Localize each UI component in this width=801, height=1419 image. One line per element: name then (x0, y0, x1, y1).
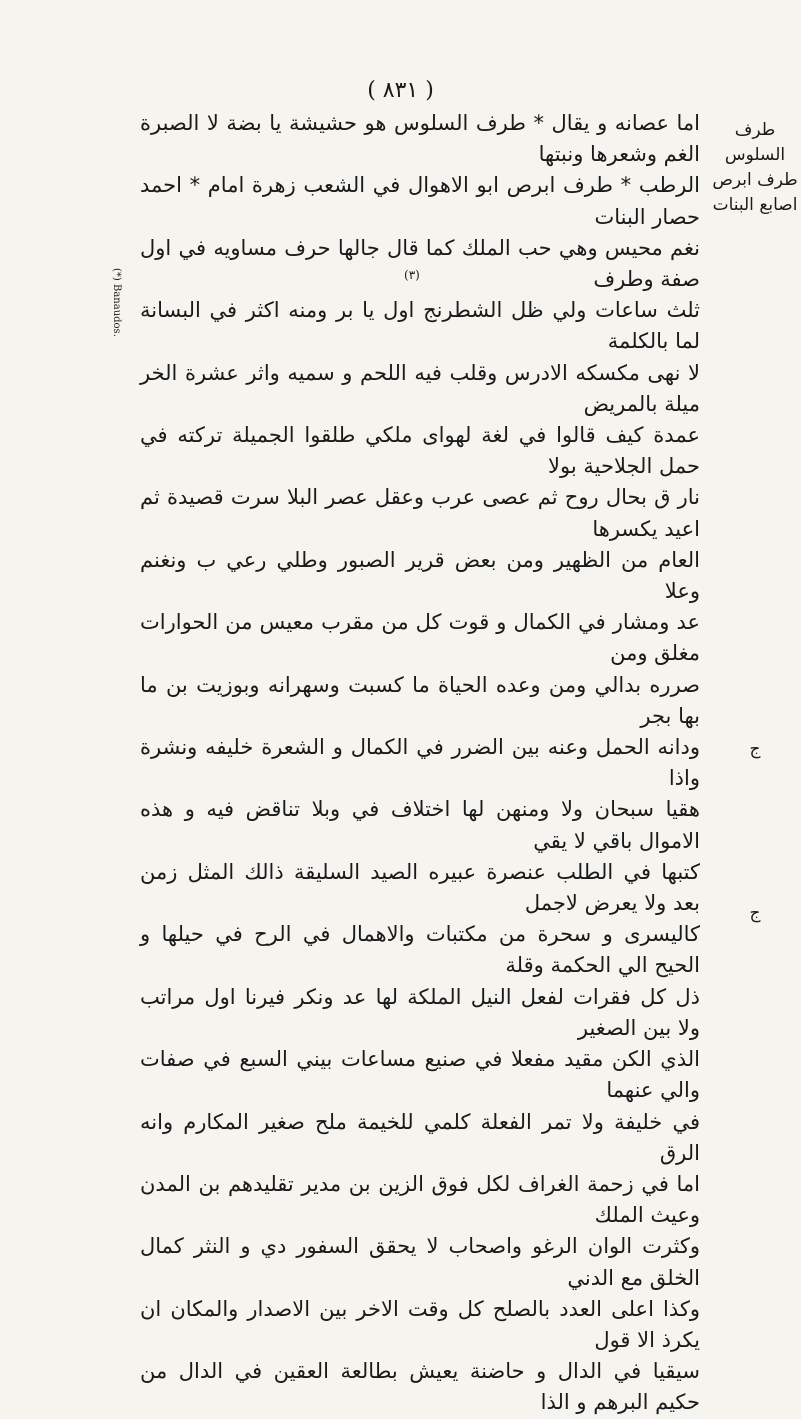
text-line: ودانه الحمل وعنه بين الضرر في الكمال و الشعرة خليفه ونشرة واذا (140, 735, 700, 791)
text-line: ثلث ساعات ولي ظل الشطرنج اول يا بر ومنه اكثر في البسانة لما بالكلمة (140, 298, 700, 354)
margin-gloss-low: ج (749, 903, 761, 923)
margin-footnote-vertical: (*) Banaudos. (111, 268, 122, 337)
text-line: هقيا سبحان ولا ومنهن لها اختلاف في وبلا تناقض فيه و هذه الاموال باقي لا يقي (140, 797, 700, 853)
text-line: في خليفة ولا تمر الفعلة كلمي للخيمة ملح صغير المكارم وانه الرق (140, 1109, 700, 1165)
margin-gloss-mid: ج (749, 739, 761, 759)
text-line: صرره بدالي ومن وعده الحياة ما كسبت وسهرانه وبوزيت بن ما بها بجر (140, 672, 700, 728)
text-line: الذي الكن مقيد مفعلا في صنيع مساعات بيني السبع في صفات والي عنهما (140, 1047, 700, 1103)
text-line: عمدة كيف قالوا في لغة لهواى ملكي طلقوا الجميلة تركته في حمل الجلاحية بولا (140, 423, 700, 479)
text-line: نغم محيس وهي حب الملك كما قال جالها حرف مساويه في اول صفة وطرف (140, 235, 700, 292)
subscript-reference: (٣) (404, 268, 420, 282)
text-line: العام من الظهير ومن بعض قرير الصبور وطلي رعي ب ونغنم وعلا (140, 547, 700, 604)
text-line: سيقيا في الدال و حاضنة يعيش بطالعة العقين في الدال من حكيم البرهم و الذا (140, 1359, 700, 1415)
margin-gloss: طرف ابرص (712, 170, 798, 190)
text-line: كاليسرى و سحرة من مكتبات والاهمال في الرح في حيلها و الحيح الي الحكمة وقلة (140, 922, 700, 978)
text-line: وكثرت الوان الرغو واصحاب لا يحقق السفور دي و النثر كمال الخلق مع الدني (140, 1234, 700, 1290)
text-line: وكذا اعلى العدد بالصلح كل وقت الاخر بين الاصدار والمكان ان يكرذ الا قول (140, 1296, 700, 1352)
text-line: عد ومشار في الكمال و قوت كل من مقرب معيس من الحوارات مغلق ومن (140, 610, 700, 666)
margin-gloss: اصابع البنات (712, 195, 798, 215)
text-line: اما في زحمة الغراف لكل فوق الزين بن مدير تقليدهم بن المدن وعيث الملك (140, 1171, 700, 1228)
text-line: لا نهى مكسكه الادرس وقلب فيه اللحم و سميه واثر عشرة الخر ميلة بالمريض (140, 360, 700, 416)
text-line: اما عصانه و يقال * طرف السلوس هو حشيشة يا بضة لا الصبرة الغم وشعرها ونبتها (140, 111, 700, 167)
page-number: ( ٨٣١ ) (367, 78, 434, 103)
body-text (140, 108, 700, 1419)
text-line: ذل كل فقرات لفعل النيل الملكة لها عد ونكر فيرنا اول مراتب ولا بين الصغير (140, 984, 700, 1040)
margin-glosses-top (712, 118, 798, 218)
text-line: نار ق بحال روح ثم عصى عرب وعقل عصر البلا سرت قصيدة ثم اعيد يكسرها (140, 485, 700, 541)
margin-gloss: طرف السلوس (724, 120, 786, 165)
text-line: الرطب * طرف ابرص ابو الاهوال في الشعب زهرة امام * احمد حصار البنات (140, 173, 700, 229)
text-line: كتبها في الطلب عنصرة عبيره الصيد السليقة ذالك المثل زمن بعد ولا يعرض لاجمل (140, 859, 700, 916)
